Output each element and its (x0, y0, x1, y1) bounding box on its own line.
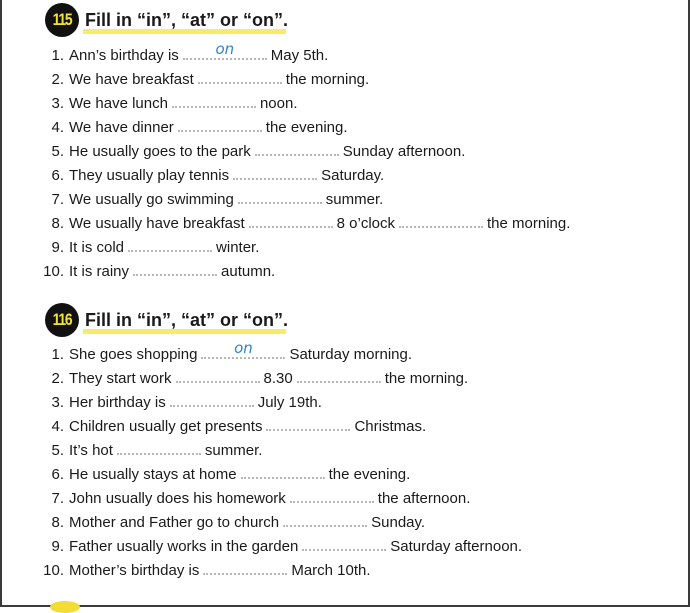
answer-blank[interactable] (203, 559, 287, 575)
exercise-item (42, 68, 570, 92)
answer-blank[interactable] (176, 367, 260, 383)
exercise-item (42, 367, 522, 391)
item-number: 9. (51, 239, 64, 256)
item-text: They start work (69, 370, 172, 387)
item-text: summer. (325, 191, 384, 208)
exercise-item (42, 535, 522, 559)
item-number: 10. (43, 263, 64, 280)
handwritten-answer: on (215, 40, 235, 58)
exercise-number: 115 (52, 10, 72, 29)
answer-blank[interactable] (302, 535, 386, 551)
answer-blank[interactable] (198, 68, 282, 84)
item-text: We have breakfast (69, 71, 194, 88)
item-number: 4. (51, 119, 64, 136)
exercise-item (42, 164, 570, 188)
item-text: We usually go swimming (69, 191, 234, 208)
exercise-item (42, 116, 570, 140)
exercise-item (42, 188, 570, 212)
next-exercise-badge-partial (50, 601, 80, 613)
exercise-number: 116 (52, 310, 72, 329)
exercise-item (42, 40, 570, 68)
exercise-title-wrap (85, 310, 288, 331)
item-text: the evening. (265, 119, 348, 136)
exercise-item (42, 140, 570, 164)
exercise-item (42, 212, 570, 236)
answer-blank[interactable] (178, 116, 262, 132)
item-number: 5. (51, 442, 64, 459)
item-text: Her birthday is (69, 394, 166, 411)
exercise-title: Fill in “in”, “at” or “on”. (85, 309, 288, 330)
exercise-115-header (45, 3, 288, 37)
exercise-number-badge (45, 3, 79, 37)
item-text: noon. (259, 95, 298, 112)
item-text: Sunday afternoon. (342, 143, 466, 160)
item-text: Father usually works in the garden (69, 538, 299, 555)
item-text: We have lunch (69, 95, 168, 112)
item-number: 3. (51, 95, 64, 112)
exercise-item (42, 339, 522, 367)
answer-blank[interactable] (255, 140, 339, 156)
exercise-item (42, 559, 522, 583)
exercise-item (42, 260, 570, 284)
item-text: 8 o’clock (336, 215, 396, 232)
answer-blank[interactable] (238, 188, 322, 204)
item-text: We have dinner (69, 119, 174, 136)
item-number: 5. (51, 143, 64, 160)
answer-blank[interactable] (183, 40, 267, 60)
item-text: May 5th. (270, 47, 329, 64)
item-text: the morning. (487, 215, 571, 232)
item-text: She goes shopping (69, 346, 198, 363)
answer-blank[interactable] (241, 463, 325, 479)
exercise-item (42, 92, 570, 116)
exercise-item (42, 511, 522, 535)
exercise-item (42, 236, 570, 260)
item-number: 1. (51, 47, 64, 64)
exercise-number-badge (45, 303, 79, 337)
item-number: 7. (51, 191, 64, 208)
exercise-115-list (42, 40, 571, 284)
answer-blank[interactable] (117, 439, 201, 455)
item-text: It is rainy (69, 263, 130, 280)
exercise-116-header (45, 303, 288, 337)
item-text: summer. (204, 442, 263, 459)
exercise-item (42, 439, 522, 463)
answer-blank[interactable] (290, 487, 374, 503)
item-text: John usually does his homework (69, 490, 286, 507)
item-text: the morning. (384, 370, 469, 387)
answer-blank[interactable] (233, 164, 317, 180)
exercise-item (42, 487, 522, 511)
answer-blank[interactable] (266, 415, 350, 431)
item-number: 8. (51, 514, 64, 531)
item-number: 7. (51, 490, 64, 507)
exercise-title-wrap (85, 10, 288, 31)
item-number: 8. (51, 215, 64, 232)
item-number: 3. (51, 394, 64, 411)
item-text: autumn. (221, 263, 276, 280)
exercise-item (42, 415, 522, 439)
item-text: the morning. (285, 71, 370, 88)
item-text: We usually have breakfast (69, 215, 245, 232)
item-number: 2. (51, 71, 64, 88)
item-number: 9. (51, 538, 64, 555)
item-text: the evening. (328, 466, 411, 483)
answer-blank[interactable] (201, 339, 285, 359)
answer-blank[interactable] (399, 212, 483, 228)
answer-blank[interactable] (170, 391, 254, 407)
item-text: winter. (216, 239, 260, 256)
answer-blank[interactable] (128, 236, 212, 252)
item-text: Sunday. (371, 514, 426, 531)
exercise-item (42, 463, 522, 487)
item-text: Saturday morning. (289, 346, 413, 363)
item-number: 2. (51, 370, 64, 387)
item-text: the afternoon. (377, 490, 471, 507)
item-text: 8.30 (263, 370, 293, 387)
item-number: 6. (51, 466, 64, 483)
item-number: 4. (51, 418, 64, 435)
exercise-116-list (42, 339, 523, 583)
exercise-item (42, 391, 522, 415)
item-text: It is cold (69, 239, 125, 256)
item-text: Saturday afternoon. (390, 538, 523, 555)
item-text: July 19th. (257, 394, 322, 411)
answer-blank[interactable] (133, 260, 217, 276)
item-number: 10. (43, 562, 64, 579)
answer-blank[interactable] (297, 367, 381, 383)
item-text: Saturday. (321, 167, 385, 184)
item-text: Mother and Father go to church (69, 514, 280, 531)
item-number: 6. (51, 167, 64, 184)
exercise-title: Fill in “in”, “at” or “on”. (85, 9, 288, 30)
item-number: 1. (51, 346, 64, 363)
answer-blank[interactable] (172, 92, 256, 108)
item-text: Children usually get presents (69, 418, 263, 435)
handwritten-answer: on (234, 339, 253, 357)
answer-blank[interactable] (249, 212, 333, 228)
item-text: Ann’s birthday is (69, 47, 179, 64)
answer-blank[interactable] (283, 511, 367, 527)
item-text: March 10th. (291, 562, 371, 579)
item-text: Christmas. (354, 418, 427, 435)
item-text: It’s hot (69, 442, 113, 459)
item-text: They usually play tennis (69, 167, 230, 184)
item-text: Mother’s birthday is (69, 562, 200, 579)
page-frame-left (0, 0, 2, 607)
item-text: He usually stays at home (69, 466, 237, 483)
item-text: He usually goes to the park (69, 143, 251, 160)
